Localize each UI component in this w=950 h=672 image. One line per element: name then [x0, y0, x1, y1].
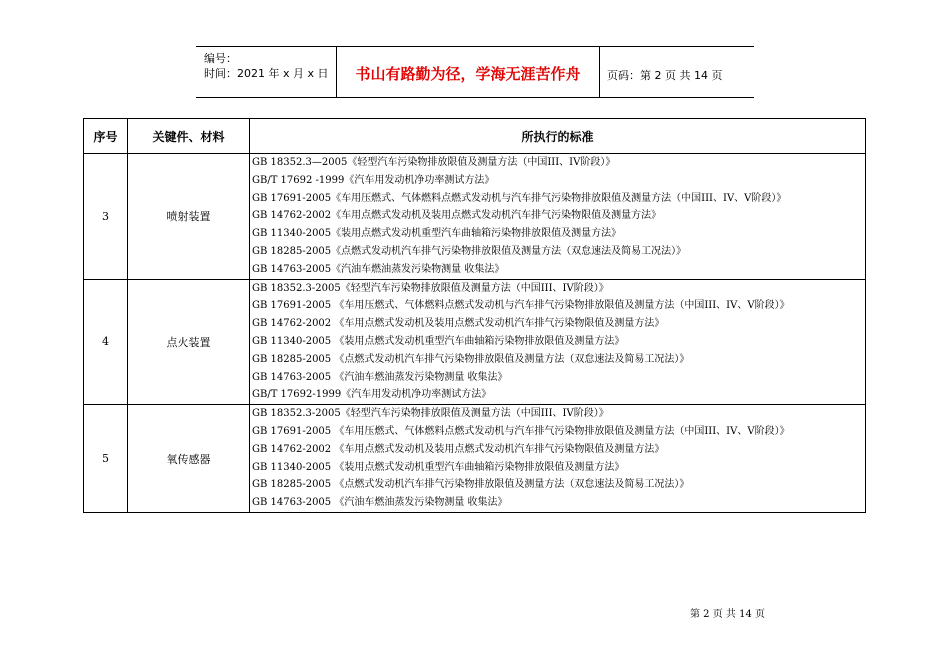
- header-serial-number: 序号: [84, 119, 128, 154]
- standard-item: GB 18352.3-2005《轻型汽车污染物排放限值及测量方法（中国III、IV阶段）》: [252, 282, 609, 294]
- page-footer: 第 2 页 共 14 页: [690, 609, 765, 620]
- table-row: [84, 405, 866, 513]
- row-number: 5: [84, 405, 128, 513]
- time-label: 时间：2021 年 x 月 x 日: [204, 67, 329, 80]
- standards-cell: [250, 154, 866, 280]
- standard-item: GB 18285-2005《点燃式发动机汽车排气污染物排放限值及测量方法（双怠速法及简易工况法）》: [252, 245, 687, 257]
- standard-item: GB 18352.3—2005《轻型汽车污染物排放限值及测量方法（中国III、IV阶段）》: [252, 157, 616, 168]
- motto-text: 书山有路勤为径，学海无涯苦作舟: [355, 65, 581, 83]
- table-row: [84, 154, 866, 280]
- standards-cell: [250, 279, 866, 405]
- document-header: [196, 46, 754, 98]
- standard-item: GB 14763-2005 《汽油车燃油蒸发污染物测量 收集法》: [252, 497, 508, 509]
- standard-item: GB 18285-2005 《点燃式发动机汽车排气污染物排放限值及测量方法（双怠速法及简易工况法）》: [252, 479, 690, 491]
- standard-item: GB 11340-2005《装用点燃式发动机重型汽车曲轴箱污染物排放限值及测量方法》: [252, 228, 622, 240]
- standard-item: GB 14762-2002《车用点燃式发动机及装用点燃式发动机汽车排气污染物限值及测量方法》: [252, 210, 662, 222]
- header-meta-cell: [196, 47, 337, 97]
- table-header-row: [84, 119, 866, 154]
- standard-item: GB 14763-2005《汽油车燃油蒸发污染物测量 收集法》: [252, 263, 505, 275]
- page-code: 页码：第 2 页 共 14 页: [607, 69, 723, 82]
- standard-item: GB 11340-2005 《装用点燃式发动机重型汽车曲轴箱污染物排放限值及测量方法》: [252, 461, 625, 473]
- standard-item: GB 17691-2005 《车用压燃式、气体燃料点燃式发动机与汽车排气污染物排放限值及测量方法（中国III、IV、V阶段）》: [252, 425, 790, 437]
- standard-item: GB 17691-2005 《车用压燃式、气体燃料点燃式发动机与汽车排气污染物排放限值及测量方法（中国III、IV、V阶段）》: [252, 300, 790, 312]
- standard-item: GB 11340-2005 《装用点燃式发动机重型汽车曲轴箱污染物排放限值及测量方法》: [252, 335, 625, 347]
- standard-item: GB 14763-2005 《汽油车燃油蒸发污染物测量 收集法》: [252, 371, 508, 383]
- standards-cell: [250, 405, 866, 513]
- header-standards: 所执行的标准: [250, 119, 866, 154]
- standard-item: GB 14762-2002 《车用点燃式发动机及装用点燃式发动机汽车排气污染物限值及测量方法》: [252, 318, 665, 330]
- standard-item: GB 18352.3-2005《轻型汽车污染物排放限值及测量方法（中国III、IV阶段）》: [252, 408, 609, 420]
- standards-table: [83, 118, 866, 513]
- standard-item: GB 18285-2005 《点燃式发动机汽车排气污染物排放限值及测量方法（双怠速法及简易工况法）》: [252, 353, 690, 365]
- header-motto-cell: [337, 47, 600, 97]
- row-number: 3: [84, 154, 128, 280]
- component-name: 点火装置: [128, 279, 250, 405]
- standard-item: GB 17691-2005《车用压燃式、气体燃料点燃式发动机与汽车排气污染物排放限值及测量方法（中国III、IV、V阶段）》: [252, 192, 787, 204]
- standard-item: GB/T 17692 -1999《汽车用发动机净功率测试方法》: [252, 174, 495, 186]
- header-page-cell: [600, 47, 754, 97]
- row-number: 4: [84, 279, 128, 405]
- component-name: 氧传感器: [128, 405, 250, 513]
- serial-label: 编号：: [204, 52, 237, 65]
- header-component: 关键件、材料: [128, 119, 250, 154]
- table-row: [84, 279, 866, 405]
- component-name: 喷射装置: [128, 154, 250, 280]
- standard-item: GB/T 17692-1999《汽车用发动机净功率测试方法》: [252, 389, 492, 401]
- standard-item: GB 14762-2002 《车用点燃式发动机及装用点燃式发动机汽车排气污染物限值及测量方法》: [252, 443, 665, 455]
